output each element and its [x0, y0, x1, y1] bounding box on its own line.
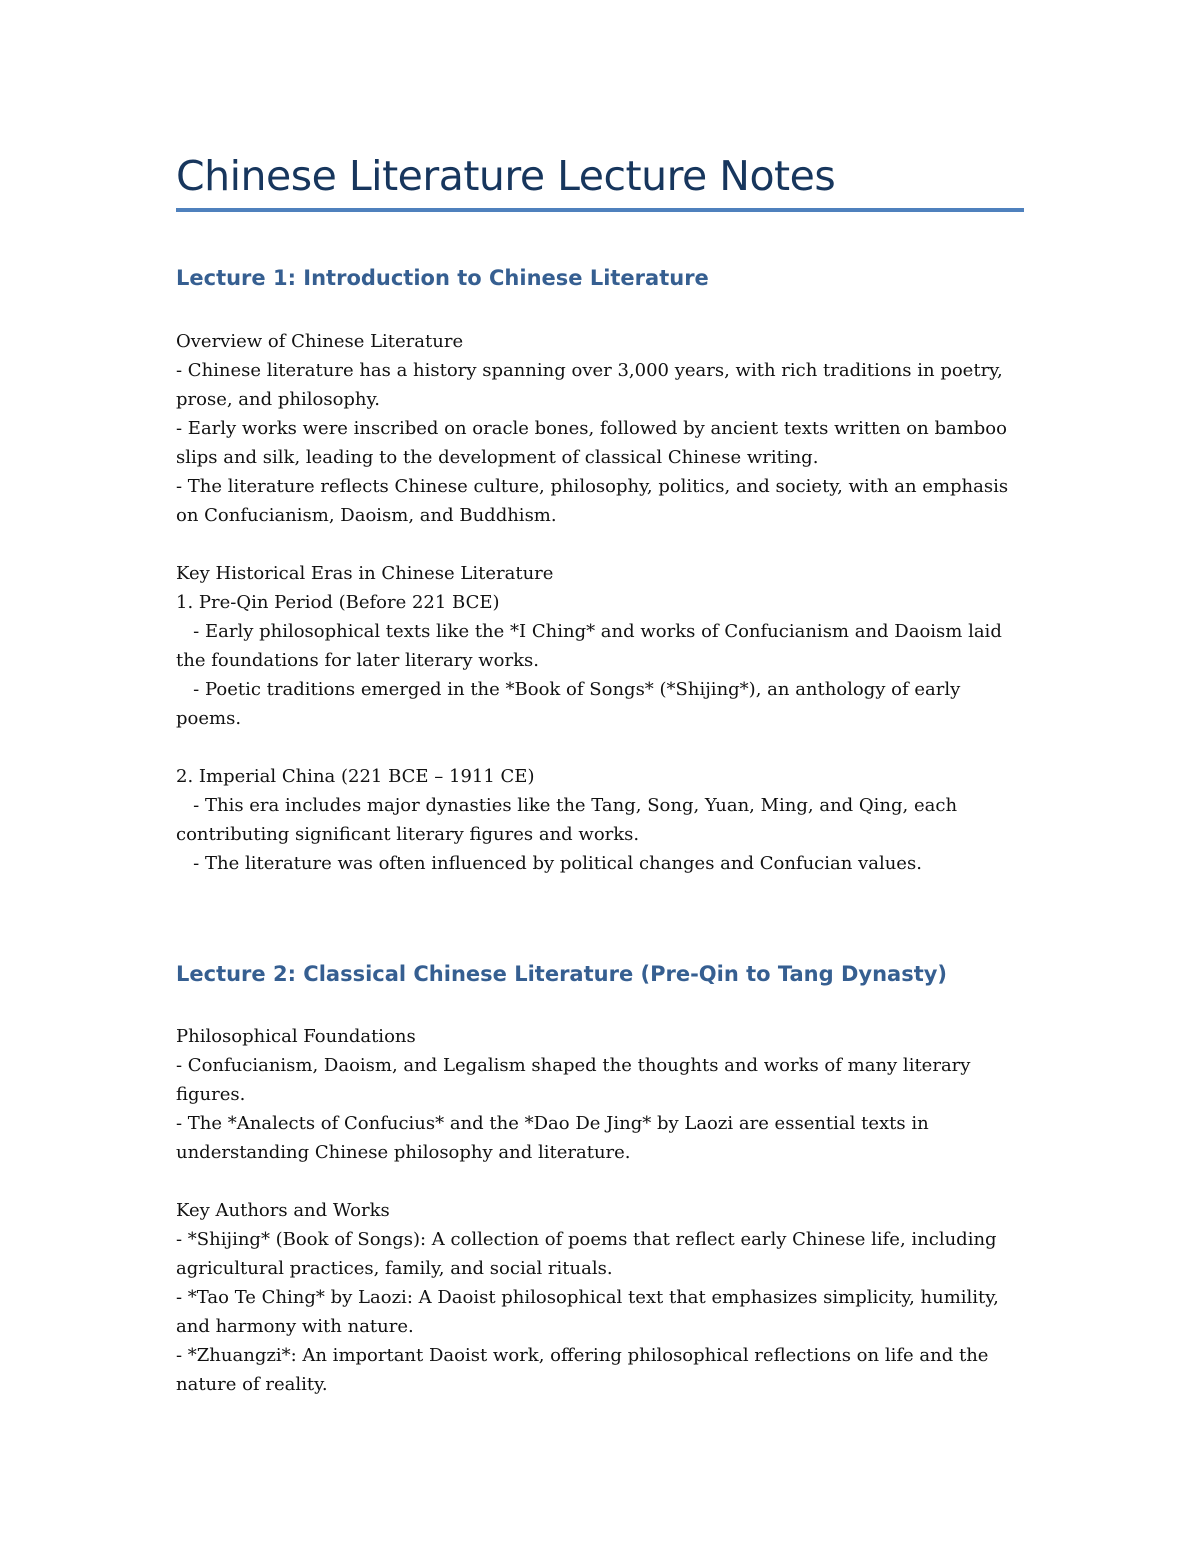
authors-line: - *Tao Te Ching* by Laozi: A Daoist philosophical text that emphasizes simplicity, humility,: [176, 1287, 999, 1308]
lecture-1-heading: Lecture 1: Introduction to Chinese Literature: [176, 266, 709, 290]
authors-line: and harmony with nature.: [176, 1316, 414, 1337]
lecture-2-body: [176, 1022, 1026, 1399]
eras-line: poems.: [176, 708, 242, 729]
authors-subheading: Key Authors and Works: [176, 1200, 390, 1221]
eras-line: contributing significant literary figures and works.: [176, 824, 640, 845]
document-title: Chinese Literature Lecture Notes: [176, 152, 836, 200]
authors-line: - *Shijing* (Book of Songs): A collection of poems that reflect early Chinese life, including: [176, 1229, 997, 1250]
foundations-line: understanding Chinese philosophy and literature.: [176, 1142, 631, 1163]
eras-line: - Poetic traditions emerged in the *Book of Songs* (*Shijing*), an anthology of early: [176, 679, 961, 700]
overview-subheading: Overview of Chinese Literature: [176, 331, 464, 352]
eras-line: - Early philosophical texts like the *I Ching* and works of Confucianism and Daoism laid: [176, 621, 1002, 642]
foundations-subheading: Philosophical Foundations: [176, 1026, 416, 1047]
authors-line: - *Zhuangzi*: An important Daoist work, offering philosophical reflections on life and the: [176, 1345, 989, 1366]
eras-line: 2. Imperial China (221 BCE – 1911 CE): [176, 766, 535, 787]
overview-line: on Confucianism, Daoism, and Buddhism.: [176, 505, 557, 526]
authors-line: nature of reality.: [176, 1374, 328, 1395]
eras-subheading: Key Historical Eras in Chinese Literature: [176, 563, 554, 584]
foundations-line: - The *Analects of Confucius* and the *Dao De Jing* by Laozi are essential texts in: [176, 1113, 929, 1134]
eras-line: the foundations for later literary works.: [176, 650, 539, 671]
foundations-line: - Confucianism, Daoism, and Legalism shaped the thoughts and works of many literary: [176, 1055, 971, 1076]
overview-line: slips and silk, leading to the development of classical Chinese writing.: [176, 447, 819, 468]
foundations-line: figures.: [176, 1084, 246, 1105]
overview-line: prose, and philosophy.: [176, 389, 381, 410]
eras-line: - The literature was often influenced by political changes and Confucian values.: [176, 853, 922, 874]
overview-line: - Early works were inscribed on oracle bones, followed by ancient texts written on bamboo: [176, 418, 1007, 439]
lecture-1-body: [176, 327, 1026, 878]
eras-line: - This era includes major dynasties like the Tang, Song, Yuan, Ming, and Qing, each: [176, 795, 958, 816]
eras-line: 1. Pre-Qin Period (Before 221 BCE): [176, 592, 500, 613]
overview-line: - The literature reflects Chinese culture, philosophy, politics, and society, with an emphasis: [176, 476, 1009, 497]
authors-line: agricultural practices, family, and social rituals.: [176, 1258, 613, 1279]
title-underline-rule: [176, 208, 1024, 212]
overview-line: - Chinese literature has a history spanning over 3,000 years, with rich traditions in poetry,: [176, 360, 1003, 381]
lecture-2-heading: Lecture 2: Classical Chinese Literature (Pre-Qin to Tang Dynasty): [176, 962, 948, 986]
